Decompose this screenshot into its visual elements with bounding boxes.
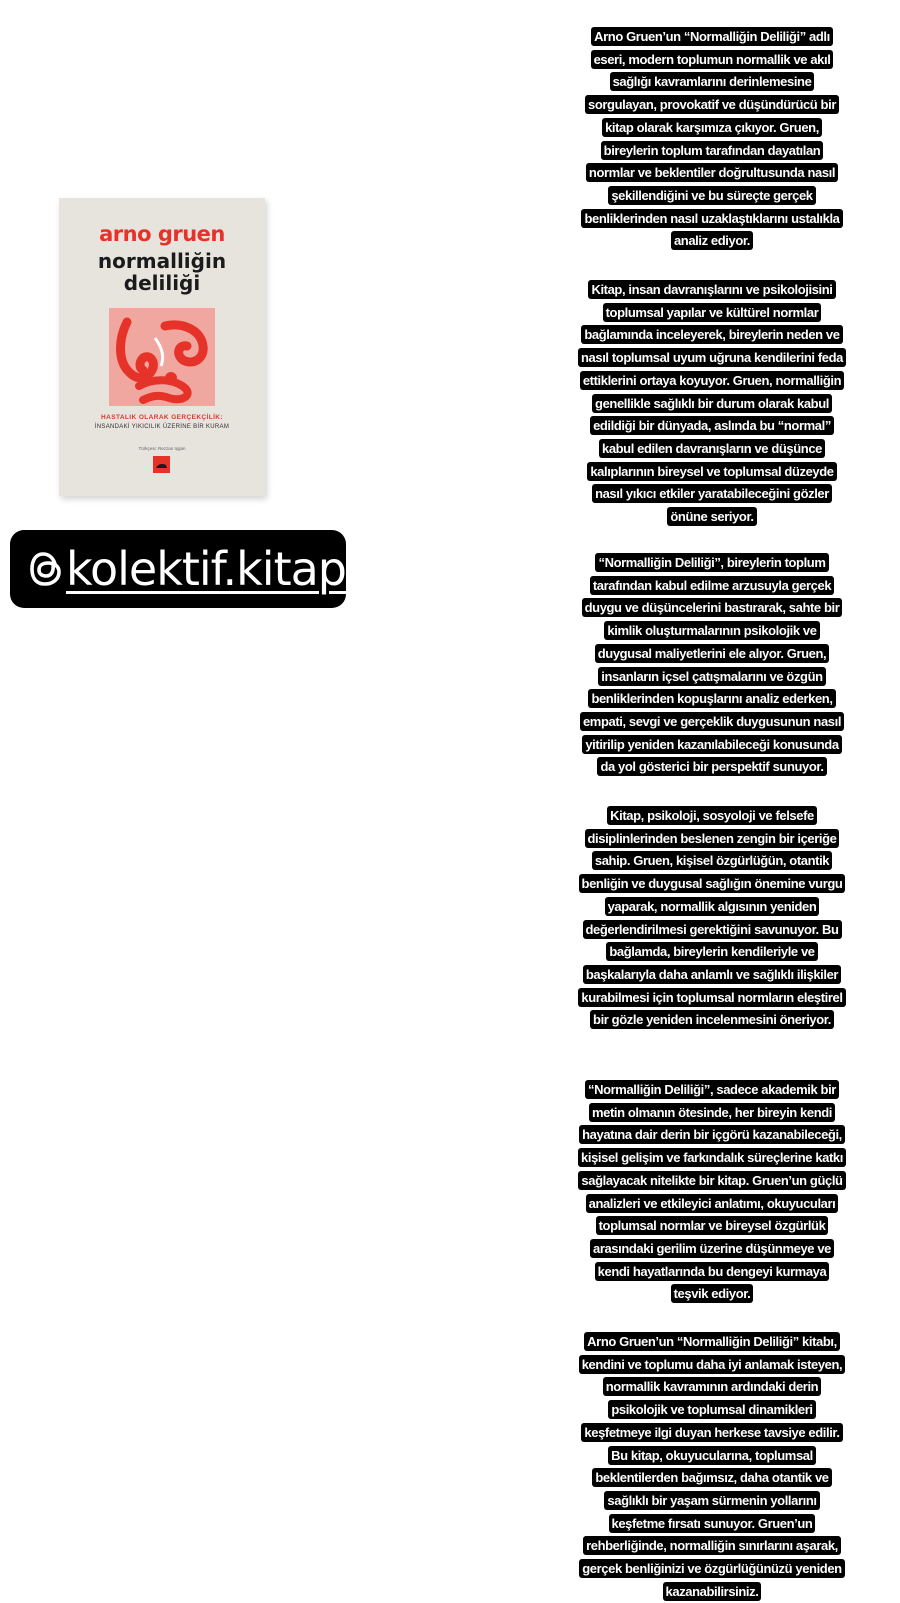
account-handle[interactable] <box>10 530 346 608</box>
handle-text[interactable]: kolektif.kitap <box>66 542 346 596</box>
paragraph-text: “Normalliğin Deliliği”, sadece akademik bir metin olmanın ötesinde, her bireyin kendi hayatına dair derin bir içgörü kazanabileceği, kişisel gelişim ve farkındalık süreçlerine katkı sağlayacak nitelikte bir kitap. Gruen’un güçlü analizleri ve etkileyici anlatımı, okuyucuları toplumsal normlar ve bireysel özgürlük arasındaki gerilim üzerine düşünmeye ve kendi hayatlarında bu dengeyi kurmaya teşvik ediyor. <box>578 1080 846 1303</box>
paragraph-6 <box>578 1331 846 1603</box>
paragraph-3 <box>578 552 846 779</box>
book-translator: Türkçesi: Rezzan Işgan <box>138 446 186 451</box>
threads-icon <box>28 546 64 592</box>
paragraph-text: Kitap, psikoloji, sosyoloji ve felsefe disiplinlerinden beslenen zengin bir içeriğe sahip. Gruen, kişisel özgürlüğün, otantik benliğin ve duygusal sağlığın önemine vurgu yaparak, normallik algısının yeniden değerlendirilmesi gerektiğini savunuyor. Bu bağlamda, bireylerin kendileriyle ve başkalarıyla daha anlamlı ve sağlıklı ilişkiler kurabilmesi için toplumsal normların eleştirel bir gözle yeniden incelenmesini öneriyor. <box>578 806 845 1029</box>
book-subtitle-2: İNSANDAKİ YIKICILIK ÜZERİNE BİR KURAM <box>94 424 230 430</box>
paragraph-1 <box>578 26 846 253</box>
publisher-logo-icon <box>153 456 170 473</box>
paragraph-5 <box>578 1079 846 1306</box>
paragraph-2 <box>578 279 846 529</box>
paragraph-text: Arno Gruen’un “Normalliğin Deliliği” adlı eseri, modern toplumun normallik ve akıl sağlığı kavramlarını derinlemesine sorgulayan, provokatif ve düşündürücü bir kitap olarak karşımıza çıkıyor. Gruen, bireylerin toplum tarafından dayatılan normlar ve beklentiler doğrultusunda nasıl şekillendiğini ve bu süreçte gerçek benliklerinden nasıl uzaklaştıklarını ustalıkla analiz ediyor. <box>581 27 842 250</box>
book-title-line2: deliliği <box>123 271 201 295</box>
paragraph-text: Arno Gruen’un “Normalliğin Deliliği” kitabı, kendini ve toplumu daha iyi anlamak isteyen, normallik kavramının ardındaki derin psikolojik ve toplumsal dinamikleri keşfetmeye ilgi duyan herkese tavsiye edilir. Bu kitap, okuyucularına, toplumsal beklentilerden bağımsız, daha otantik ve sağlıklı bir yaşam sürmenin yollarını keşfetme fırsatı sunuyor. Gruen’un rehberliğinde, normalliğin sınırlarını aşarak, gerçek benliğinizi ve özgürlüğünüzü yeniden kazanabilirsiniz. <box>579 1332 846 1601</box>
book-title <box>59 250 265 294</box>
book-cover <box>59 198 265 496</box>
paragraph-text: “Normalliğin Deliliği”, bireylerin toplum tarafından kabul edilme arzusuyla gerçek duygu ve düşüncelerini bastırarak, sahte bir kimlik oluşturmalarının psikolojik ve duygusal maliyetlerini ele alıyor. Gruen, insanların içsel çatışmalarını ve özgün benliklerinden kopuşlarını analiz ederken, empati, sevgi ve gerçeklik duygusunun nasıl yitirilip yeniden kazanılabileceği konusunda da yol gösterici bir perspektif sunuyor. <box>580 553 844 776</box>
book-author: arno gruen <box>99 222 225 246</box>
paragraph-4 <box>578 805 846 1032</box>
book-cover-illustration <box>109 308 215 406</box>
book-subtitle-1: HASTALIK OLARAK GERÇEKÇİLİK: <box>101 414 223 421</box>
paragraph-text: Kitap, insan davranışlarını ve psikolojisini toplumsal yapılar ve kültürel normlar bağlamında inceleyerek, bireylerin neden ve nasıl toplumsal uyum uğruna kendilerini feda ettiklerini ortaya koyuyor. Gruen, normalliğin genellikle sağlıklı bir durum olarak kabul edildiği bir dünyada, aslında bu “normal” kabul edilen davranışların ve düşünce kalıplarının bireysel ve toplumsal düzeyde nasıl yıkıcı etkiler yaratabileceğini gözler önüne seriyor. <box>578 280 846 526</box>
book-title-line1: normalliğin <box>97 249 227 273</box>
